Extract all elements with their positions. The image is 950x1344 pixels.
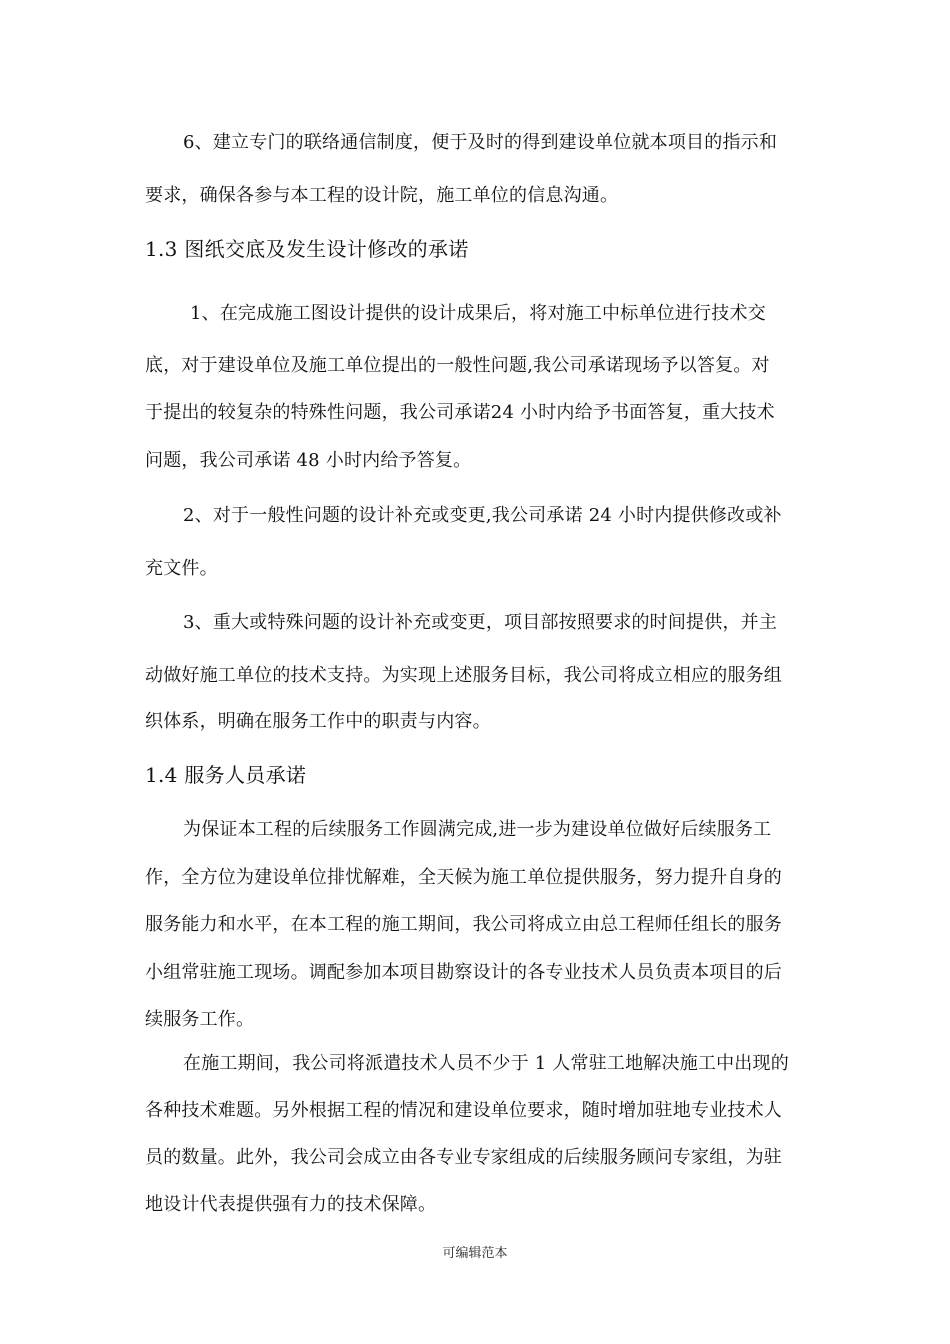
paragraph-6-line-2: 要求，确保各参与本工程的设计院，施工单位的信息沟通。 <box>145 185 619 206</box>
section-1-3-item-1-line-1: 1、在完成施工图设计提供的设计成果后，将对施工中标单位进行技术交 <box>190 303 766 324</box>
section-1-3-item-2-line-1: 2、对于一般性问题的设计补充或变更,我公司承诺 24 小时内提供修改或补 <box>183 505 782 526</box>
section-1-3-item-3-line-1: 3、重大或特殊问题的设计补充或变更，项目部按照要求的时间提供，并主 <box>183 612 778 633</box>
section-1-4-para-2-line-1: 在施工期间，我公司将派遣技术人员不少于 1 人常驻工地解决施工中出现的 <box>183 1053 789 1074</box>
section-1-4-para-1-line-1: 为保证本工程的后续服务工作圆满完成,进一步为建设单位做好后续服务工 <box>183 819 772 840</box>
section-1-3-item-1-line-2: 底，对于建设单位及施工单位提出的一般性问题,我公司承诺现场予以答复。对 <box>145 355 770 376</box>
section-heading-1-4: 1.4 服务人员承诺 <box>145 763 307 787</box>
section-1-4-para-1-line-5: 续服务工作。 <box>145 1009 255 1030</box>
section-1-3-item-2-line-2: 充文件。 <box>145 558 218 579</box>
page-footer: 可编辑范本 <box>442 1246 508 1261</box>
section-1-4-para-2-line-2: 各种技术难题。另外根据工程的情况和建设单位要求，随时增加驻地专业技术人 <box>145 1100 782 1121</box>
section-1-3-item-1-line-4: 问题，我公司承诺 48 小时内给予答复。 <box>145 450 472 471</box>
section-1-4-para-1-line-3: 服务能力和水平，在本工程的施工期间，我公司将成立由总工程师任组长的服务 <box>145 914 782 935</box>
section-1-4-para-1-line-4: 小组常驻施工现场。调配参加本项目勘察设计的各专业技术人员负责本项目的后 <box>145 962 782 983</box>
section-1-4-para-2-line-4: 地设计代表提供强有力的技术保障。 <box>145 1194 437 1215</box>
section-1-4-para-1-line-2: 作，全方位为建设单位排忧解难，全天候为施工单位提供服务，努力提升自身的 <box>145 867 782 888</box>
section-1-3-item-1-line-3: 于提出的较复杂的特殊性问题，我公司承诺24 小时内给予书面答复，重大技术 <box>145 402 775 423</box>
paragraph-6-line-1: 6、建立专门的联络通信制度，便于及时的得到建设单位就本项目的指示和 <box>183 132 778 153</box>
section-1-3-item-3-line-2: 动做好施工单位的技术支持。为实现上述服务目标，我公司将成立相应的服务组 <box>145 665 782 686</box>
section-1-3-item-3-line-3: 织体系，明确在服务工作中的职责与内容。 <box>145 711 491 732</box>
section-1-4-para-2-line-3: 员的数量。此外，我公司会成立由各专业专家组成的后续服务顾问专家组，为驻 <box>145 1147 782 1168</box>
section-heading-1-3: 1.3 图纸交底及发生设计修改的承诺 <box>145 237 469 261</box>
